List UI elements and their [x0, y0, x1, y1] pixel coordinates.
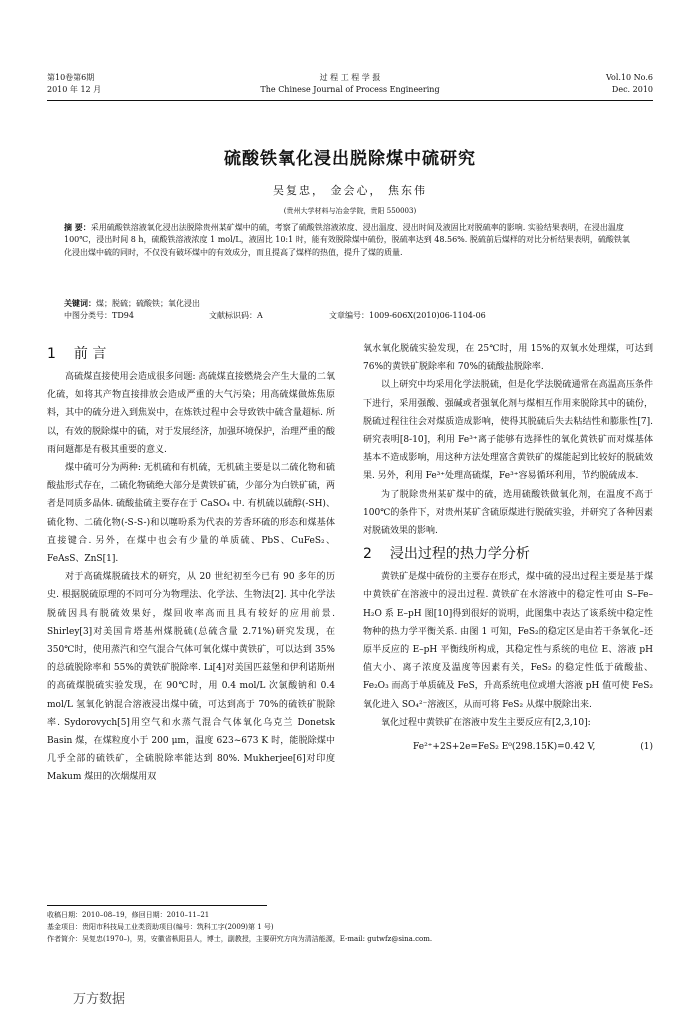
- paragraph-5: 以上研究中均采用化学法脱硫，但是化学法脱硫通常在高温高压条件下进行，采用强酸、强碱或者强氧化剂与煤相互作用来脱除其中的硫份，脱硫过程往往会对煤质造成影响，使得其脱硫后失去粘结性和膨胀性[7]. 研究表明[8-10]，利用 Fe³⁺离子能够有选择性的氧化黄铁矿而对煤基体基本不造成影响，用这种方法处理富含黄铁矿的煤能起到比较好的脱硫效果. 另外，利用 Fe³⁺处理高硫煤，Fe³⁺容易循环利用，节约脱硫成本.: [363, 380, 653, 482]
- keywords-text: 煤；脱硫；硫酸铁；氧化浸出: [96, 299, 200, 308]
- header-right: [606, 72, 653, 96]
- section-1-number: 1: [47, 346, 56, 362]
- keywords-label: 关键词：: [64, 299, 96, 308]
- watermark: 万方数据: [73, 992, 126, 1007]
- footnote-rule: [47, 905, 267, 906]
- paragraph-2: 煤中硫可分为两种: 无机硫和有机硫，无机硫主要是以二硫化物和硫酸盐形式存在，二硫化物硫绝大部分是黄铁矿硫，少部分为白铁矿硫，两者是同质多晶体. 硫酸盐硫主要存在于 CaSO₄ 中. 有机硫以硫醇(-SH)、硫化物、二硫化物(-S-S-)和以噻吩系为代表的芳香环硫的形态和煤基体直接键合. 另外，在煤中也会有少量的单质硫、PbS、CuFeS₂、FeAsS、ZnS[1].: [47, 463, 336, 565]
- footnote: [47, 909, 652, 945]
- section-2-heading: [363, 540, 653, 568]
- paragraph-1: 高硫煤直接使用会造成很多问题: 高硫煤直接燃烧会产生大量的二氧化硫，如将其产物直接排放会造成严重的大气污染；用高硫煤做炼焦原料，其中的硫分进入到焦炭中，在炼铁过程中会导致铁中硫含量超标. 所以，有效的脱除煤中的硫，对于发展经济，加强环境保护，治理严重的酸雨问题都是有极其重要的意义.: [47, 372, 336, 455]
- keywords: [64, 298, 200, 309]
- section-2-number: 2: [363, 546, 372, 563]
- footnote-fund: 基金项目：贵阳市科技局工业类资助项目(编号：筑科工字(2009)第 1 号): [47, 923, 274, 931]
- header-center: [47, 72, 653, 96]
- section-1-title: 前 言: [73, 346, 107, 362]
- equation-1-number: (1): [640, 742, 653, 753]
- document-code: 文献标识码：A: [209, 311, 263, 320]
- paper-title: 硫酸铁氧化浸出脱除煤中硫研究: [224, 149, 476, 169]
- date-cn: 2010 年 12 月: [47, 85, 102, 94]
- affiliation: (贵州大学材料与冶金学院，贵阳 550003): [283, 207, 417, 215]
- abstract: [64, 222, 636, 259]
- paragraph-3: 对于高硫煤脱硫技术的研究，从 20 世纪初至今已有 90 多年的历史. 根据脱硫原理的不同可分为物理法、化学法、生物法[2]. 其中化学法脱硫因具有脱硫效果好，煤回收率高而且具有较好的应用前景. Shirley[3]对美国肯塔基州煤脱硫(总硫含量 2.71%)研究发现，在 350℃时，使用蒸汽和空气混合气体可氧化煤中黄铁矿，可以达到 35%的总硫脱除率和 55%的黄铁矿脱除率. Li[4]对美国匹兹堡和伊利诺斯州的高硫煤脱硫实验发现，在 90℃时，用 0.4 mol/L 次氯酸钠和 0.4 mol/L 氢氧化钠混合溶液浸出煤中硫，可达到高于 70%的硫铁矿脱除率. Sydorovych[5]用空气和水蒸气混合气体氧化乌克兰 Donetsk Basin 煤，在煤粒度小于 200 μm，温度 623~673 K 时，能脱除煤中几乎全部的硫铁矿，全硫脱除率能达到 80%. Mukherjee[6]对印度 Makum 煤田的次烟煤用双: [47, 572, 335, 783]
- abstract-label: 摘 要：: [64, 223, 91, 232]
- equation-1: [363, 738, 653, 756]
- paragraph-4: 氧水氧化脱硫实验发现，在 25℃时，用 15%的双氧水处理煤，可达到 76%的黄铁矿脱除率和 70%的硫酸盐脱除率.: [363, 344, 653, 373]
- article-number: 文章编号：1009-606X(2010)06-1104-06: [329, 311, 486, 320]
- running-header: [47, 72, 653, 102]
- journal-name-en: The Chinese Journal of Process Engineering: [260, 85, 440, 94]
- class-number: 中图分类号：TD94: [64, 311, 134, 320]
- footnote-author: 作者简介：吴复忠(1970–)，男，安徽省枞阳县人，博士，副教授，主要研究方向为清洁能源，E-mail: gutwfz@sina.com.: [47, 935, 433, 943]
- equation-1-body: Fe²⁺+2S+2e=FeS₂ E⁰(298.15K)=0.42 V,: [413, 742, 596, 753]
- journal-name-cn: 过 程 工 程 学 报: [319, 73, 381, 82]
- volume-issue-cn: 第10卷第6期: [47, 73, 95, 82]
- paragraph-6: 为了脱除贵州某矿煤中的硫，选用硫酸铁做氧化剂，在温度不高于 100℃的条件下，对贵州某矿含硫原煤进行脱硫实验，并研究了各种因素对脱硫效果的影响.: [363, 489, 653, 537]
- right-column: [363, 340, 653, 756]
- section-2-title: 浸出过程的热力学分析: [389, 546, 530, 563]
- footnote-dates: 收稿日期：2010–08–19，修回日期：2010–11–21: [47, 911, 210, 919]
- section-1-heading: [47, 340, 335, 368]
- date-en: Dec. 2010: [611, 85, 653, 94]
- header-rule: [47, 100, 653, 101]
- left-column: [47, 340, 335, 787]
- volume-issue-en: Vol.10 No.6: [606, 73, 653, 82]
- abstract-text: 采用硫酸铁溶液氧化浸出法脱除贵州某矿煤中的硫，考察了硫酸铁溶液浓度、浸出温度、浸出时间及液固比对脱硫率的影响. 实验结果表明，在浸出温度 100℃，浸出时间 8 h，硫酸铁溶液浓度 1 mol/L，液固比 10:1 时，能有效脱除煤中硫份，脱硫率达到 48.56%. 脱硫前后煤样的对比分析结果表明，硫酸铁氧化浸出煤中硫的同时，不仅没有破坏煤中的有效成分，而且提高了煤样的热值，提升了煤的质量.: [64, 223, 630, 257]
- paragraph-8: 氧化过程中黄铁矿在溶液中发生主要反应有[2,3,10]:: [381, 717, 591, 728]
- paragraph-7: 黄铁矿是煤中硫份的主要存在形式，煤中硫的浸出过程主要是基于煤中黄铁矿在溶液中的浸出过程. 黄铁矿在水溶液中的稳定性可由 S–Fe–H₂O 系 E–pH 图[10]得到很好的说明，此图集中表达了该系统中稳定性物种的热力学平衡关系. 由图 1 可知，FeS₂的稳定区是由若干条氧化–还原半反应的 E–pH 平衡线所构成，其稳定性与系统的电位 E、溶液 pH 值大小、离子浓度及温度等因素有关，FeS₂ 的稳定性低于硫酸盐、Fe₂O₃ 而高于单质硫及 FeS，升高系统电位或增大溶液 pH 值可使 FeS₂ 氧化进入 SO₄²⁻溶液区，从而可将 FeS₂ 从煤中脱除出来.: [363, 572, 653, 710]
- authors: 吴复忠， 金会心， 焦东伟: [273, 184, 427, 197]
